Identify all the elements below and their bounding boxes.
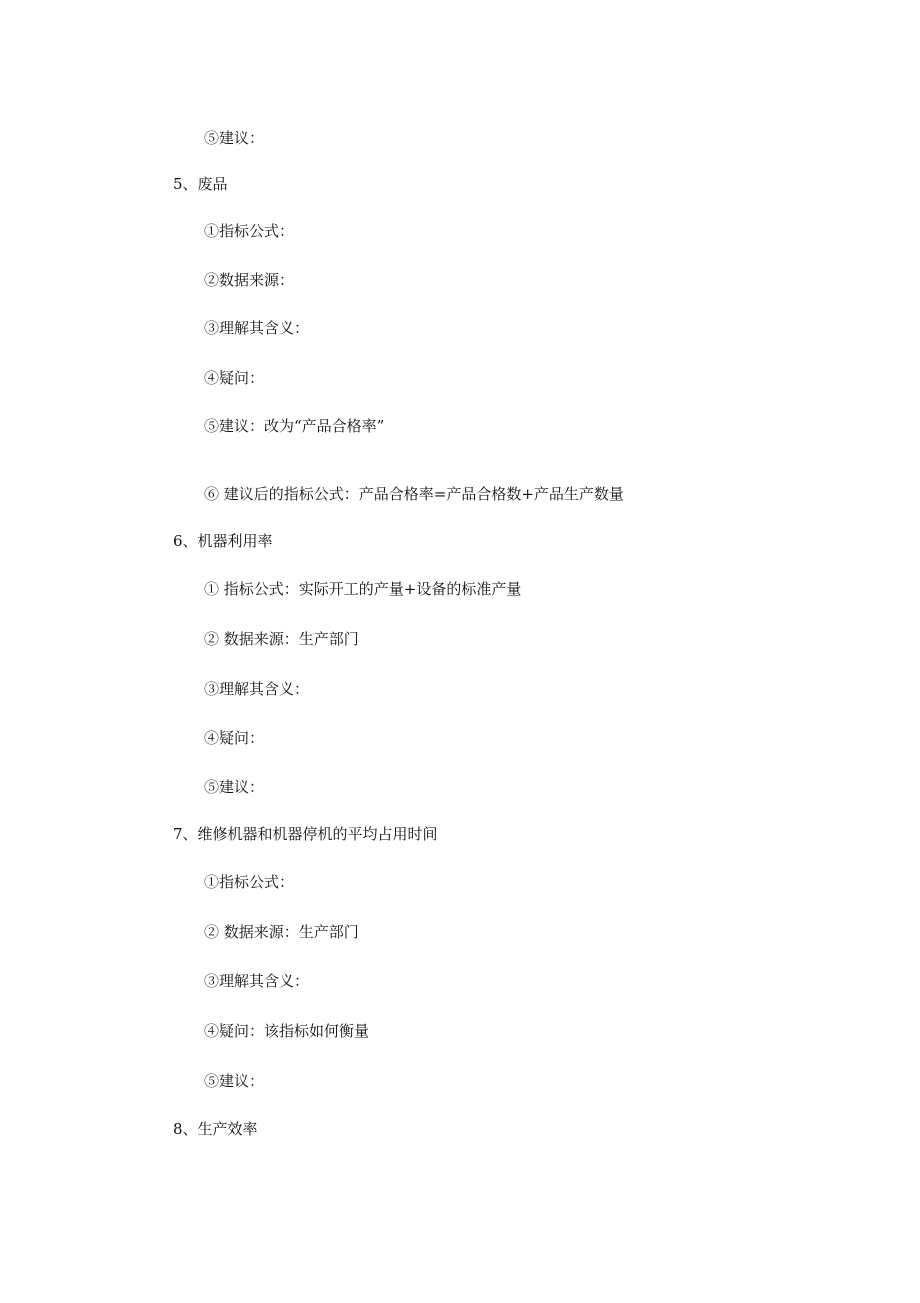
- item-2-data-source: ②数据来源：: [204, 271, 295, 289]
- item-1-formula: ①指标公式：: [204, 873, 295, 891]
- item-5-suggestion: ⑤建议：: [204, 778, 265, 796]
- section-heading-7: 7、维修机器和机器停机的平均占用时间: [173, 825, 438, 843]
- section-heading-8: 8、生产效率: [173, 1120, 258, 1138]
- item-3-meaning: ③理解其含义：: [204, 972, 310, 990]
- item-5-suggestion: ⑤建议：: [204, 129, 265, 147]
- item-1-formula: ① 指标公式：实际开工的产量+设备的标准产量: [204, 580, 522, 598]
- item-4-question: ④疑问：: [204, 729, 265, 747]
- item-6-revised-formula: ⑥ 建议后的指标公式：产品合格率=产品合格数+产品生产数量: [204, 485, 624, 503]
- item-2-data-source: ② 数据来源：生产部门: [204, 923, 359, 941]
- item-4-question: ④疑问：该指标如何衡量: [204, 1022, 370, 1040]
- item-2-data-source: ② 数据来源：生产部门: [204, 630, 359, 648]
- item-5-suggestion: ⑤建议：改为“产品合格率”: [204, 417, 385, 435]
- item-5-suggestion: ⑤建议：: [204, 1072, 265, 1090]
- item-4-question: ④疑问：: [204, 369, 265, 387]
- section-heading-6: 6、机器利用率: [173, 532, 273, 550]
- item-1-formula: ①指标公式：: [204, 222, 295, 240]
- item-3-meaning: ③理解其含义：: [204, 680, 310, 698]
- item-3-meaning: ③理解其含义：: [204, 319, 310, 337]
- section-heading-5: 5、废品: [173, 175, 228, 193]
